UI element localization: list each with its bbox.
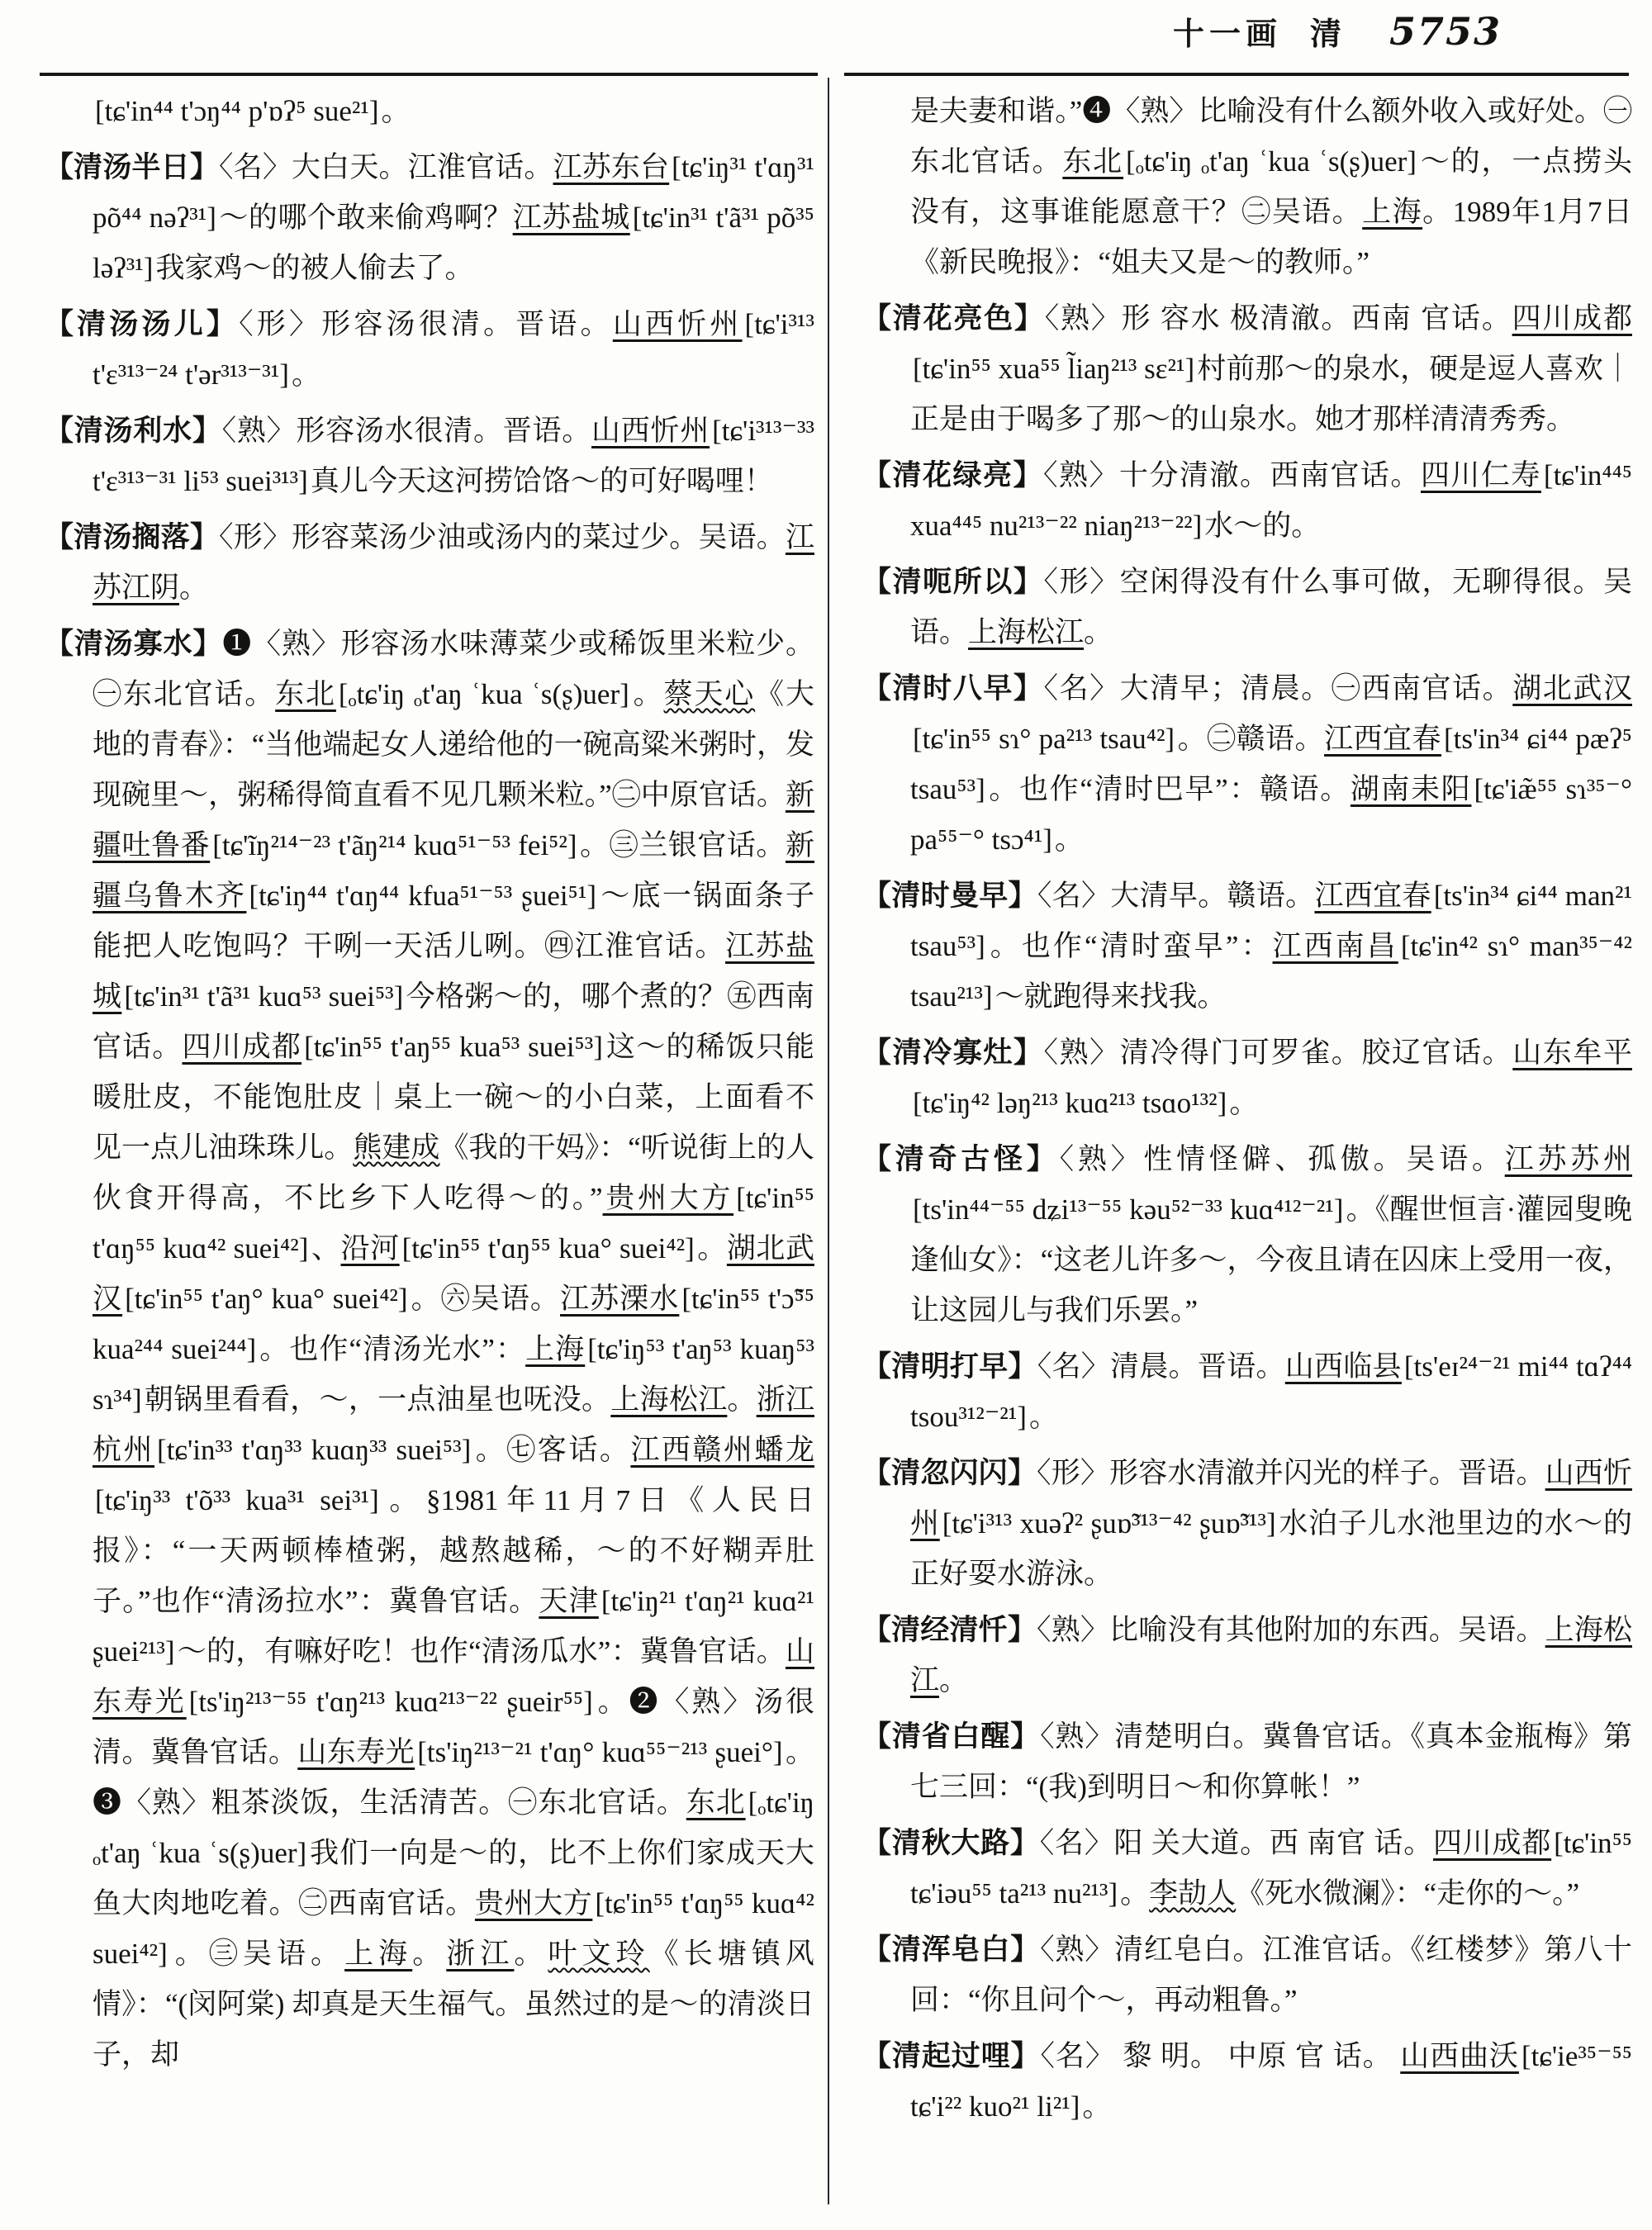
text-run: 〈名〉大白天。江淮官话。 [219, 151, 553, 183]
place-name: 上海 [525, 1333, 586, 1365]
text-run: 今格粥～的，哪个煮的？㊄西南官话。 [93, 980, 814, 1063]
ipa-transcription: [tɕ'in³³ t'ɑŋ³³ kuɑŋ³³ suei⁵³] [157, 1434, 472, 1466]
continuation-paragraph [862, 86, 1632, 287]
text-run: 这～的稀饭只能暖肚皮，不能饱肚皮｜桌上一碗～的小白菜，上面看不见一点儿油珠珠儿。 [93, 1031, 814, 1164]
text-run: 。 [1028, 1401, 1058, 1433]
ipa-transcription: [tɕ'iŋ⁴² ləŋ²¹³ kuɑ²¹³ tsɑo¹³²] [913, 1087, 1227, 1119]
page-header [1173, 7, 1502, 60]
dictionary-entry [862, 663, 1632, 865]
place-name: 山西忻州 [910, 1457, 1632, 1540]
place-name: 上海 [344, 1938, 413, 1970]
entry-headword: 【清汤半日】 [45, 151, 219, 183]
entry-headword: 【清汤汤儿】 [45, 308, 240, 340]
entry-headword: 【清汤利水】 [45, 415, 222, 447]
dictionary-entry [862, 2031, 1632, 2132]
text-run: 〈名〉清晨。晋语。 [1037, 1350, 1285, 1383]
entry-headword: 【清时曼早】 [862, 880, 1037, 912]
entry-headword: 【清呃所以】 [862, 566, 1044, 598]
text-run: 。㊅吴语。 [410, 1283, 561, 1315]
header-rule-left [40, 73, 818, 76]
text-run: 〈熟〉比喻没有其他附加的东西。吴语。 [1037, 1614, 1545, 1646]
place-name: 湖北武汉 [93, 1232, 814, 1315]
place-name: 上海 [1362, 196, 1423, 228]
header-rule-right [844, 73, 1629, 76]
place-name: 江西南昌 [1272, 930, 1398, 962]
ipa-transcription: [ts'eɪ²⁴⁻²¹ mi⁴⁴ tɑʔ⁴⁴ tsou³¹²⁻²¹] [910, 1350, 1632, 1433]
place-name: 山西曲沃 [1400, 2040, 1519, 2072]
text-run: 我们一向是～的，比不上你们家成天大鱼大肉地吃着。㊁西南官话。 [93, 1837, 814, 1919]
text-run: ～底一锅面条子能把人吃饱吗？干咧一天活儿咧。㊃江淮官话。 [93, 880, 814, 962]
section-character: 清 [1309, 17, 1341, 52]
ipa-transcription: [tɕ'in⁴⁴⁵ xua⁴⁴⁵ nu²¹³⁻²² niaŋ²¹³⁻²²] [910, 459, 1632, 542]
text-run: 〈熟〉形 容水 极清澈。西南 官话。 [1044, 302, 1512, 334]
ipa-transcription: [tɕ'iæ̃⁵⁵ sɿ³⁵⁻° pa⁵⁵⁻° tsɔ⁴¹] [910, 773, 1632, 856]
ipa-transcription: [tɕ'in⁵⁵ sɿ° pa²¹³ tsau⁴²] [913, 723, 1175, 755]
text-run: 〈熟〉性情怪僻、孤傲。吴语。 [1059, 1143, 1505, 1175]
ipa-transcription: [tɕ'in⁴² sɿ° man³⁵⁻⁴² tsau²¹³] [910, 930, 1632, 1013]
author-name: 叶文玲 [548, 1938, 650, 1970]
ipa-transcription: [tɕ'i³¹³ xuəʔ² ʂuɒ̃³¹³⁻⁴² ʂuɒ̃³¹³] [942, 1507, 1276, 1540]
text-run: 水泊子儿水池里边的水～的正好耍水游泳。 [910, 1507, 1632, 1590]
right-column [862, 86, 1632, 2132]
entry-headword: 【清省白醒】 [862, 1720, 1041, 1753]
text-run: 。㊆客话。 [473, 1434, 631, 1466]
text-run: 〈熟〉清冷得门可罗雀。胶辽官话。 [1043, 1037, 1513, 1069]
dictionary-entry [862, 557, 1632, 657]
place-name: 四川成都 [1432, 1827, 1552, 1859]
place-name: 江苏苏州 [1504, 1143, 1632, 1175]
text-run: ～的，一点捞头没有，这事谁能愿意干？㊁吴语。 [910, 145, 1632, 228]
ipa-transcription: [tɕ'in⁵⁵ tɕ'iəu⁵⁵ ta²¹³ nu²¹³] [910, 1827, 1632, 1910]
place-name: 江西宜春 [1324, 723, 1442, 755]
dictionary-entry [862, 1341, 1632, 1442]
dictionary-entry [862, 293, 1632, 444]
ipa-transcription: [tɕ'ĩŋ²¹⁴⁻²³ t'ãŋ²¹⁴ kuɑ⁵¹⁻⁵³ fei⁵²] [212, 829, 577, 861]
entry-headword: 【清汤寡水】 [45, 628, 223, 660]
place-name: 沿河 [340, 1232, 400, 1264]
place-name: 湖北武汉 [1512, 672, 1632, 705]
text-run: 〈形〉空闲得没有什么事可做，无聊得很。吴语。 [910, 566, 1632, 648]
stroke-section-label: 十一画 [1172, 17, 1282, 52]
text-run: 水～的。 [1204, 510, 1321, 542]
text-run: 。 [412, 1938, 447, 1970]
text-run: 〈名〉 黎 明。 中原 官 话。 [1040, 2040, 1401, 2072]
text-run: 《死水微澜》：“走你的～。” [1236, 1877, 1580, 1910]
dictionary-entry [862, 1605, 1632, 1706]
text-run: 真儿今天这河捞饸饹～的可好喝哩！ [310, 465, 773, 497]
ipa-transcription: [tɕ'iŋ⁵³ t'aŋ⁵³ kuaŋ⁵³ sɿ³⁴] [93, 1333, 814, 1416]
text-run: 〈名〉大清早。赣语。 [1037, 880, 1315, 912]
place-name: 浙江杭州 [93, 1383, 814, 1466]
text-run: 。 [727, 1383, 757, 1416]
place-name: 江苏盐城 [93, 930, 814, 1013]
ipa-transcription: [ₒtɕ'iŋ ₒt'aŋ ʿkua ʿs(ʂ)uer] [93, 1786, 814, 1869]
text-run: 。 [1120, 1877, 1150, 1910]
entry-headword: 【清花亮色】 [862, 302, 1045, 334]
dictionary-entry [862, 1448, 1632, 1599]
entry-headword: 【清冷寡灶】 [862, 1037, 1044, 1069]
ipa-transcription: [ts'in⁴⁴⁻⁵⁵ dʑi¹³⁻⁵⁵ kəu⁵²⁻³³ kuɑ⁴¹²⁻²¹] [913, 1193, 1344, 1226]
text-run: 。❷〈熟〉汤很清。冀鲁官话。 [93, 1686, 814, 1768]
place-name: 山西忻州 [591, 415, 710, 447]
ipa-transcription: [tɕ'iŋ³¹ t'ɑŋ³¹ põ⁴⁴ nəʔ³¹] [93, 151, 814, 234]
place-name: 江苏东台 [553, 151, 670, 183]
text-run: 。❸〈熟〉粗茶淡饭，生活清苦。㊀东北官话。 [93, 1736, 814, 1819]
ipa-transcription: [tɕ'in³¹ t'ã³¹ kuɑ⁵³ suei⁵³] [124, 980, 404, 1013]
ipa-transcription: [tɕ'iŋ²¹ t'ɑŋ²¹ kuɑ²¹ ʂuei²¹³] [93, 1585, 814, 1668]
ipa-transcription: [tɕ'iŋ⁴⁴ t'ɑŋ⁴⁴ kfua⁵¹⁻⁵³ ʂuei⁵¹] [249, 880, 597, 912]
dictionary-entry [862, 1711, 1632, 1812]
dictionary-entry [862, 1134, 1632, 1336]
text-run: 〈形〉形容菜汤少油或汤内的菜过少。吴语。 [219, 521, 786, 553]
ipa-transcription: [tɕ'in⁴⁴ t'ɔŋ⁴⁴ p'ɒʔ⁵ sue²¹] [95, 95, 379, 127]
ipa-transcription: [tɕ'in⁵⁵ xua⁵⁵ l̃iaŋ²¹³ sɛ²¹] [913, 353, 1195, 385]
entry-headword: 【清浑皂白】 [862, 1933, 1041, 1966]
text-run: 《大地的青春》：“当他端起女人递给他的一碗高粱米粥时，发现碗里～，粥稀得简直看不见几颗米粒。”㊁中原官话。 [93, 678, 814, 811]
text-run: ～的哪个敢来偷鸡啊？ [218, 202, 513, 234]
place-name: 山西忻州 [612, 308, 743, 340]
dictionary-entry [45, 512, 814, 613]
place-name: 四川仁寿 [1420, 459, 1541, 491]
place-name: 东北 [1062, 145, 1124, 178]
place-name: 新疆乌鲁木齐 [93, 829, 814, 912]
author-name: 蔡天心 [663, 678, 756, 710]
text-run: 村前那～的泉水，硬是逗人喜欢｜正是由于喝多了那～的山泉水。她才那样清清秀秀。 [910, 353, 1632, 435]
text-run: 。 [1082, 2090, 1112, 2123]
text-run: 《我的干妈》：“听说街上的人伙食开得高，不比乡下人吃得～的。” [93, 1132, 814, 1214]
place-name: 东北 [686, 1786, 746, 1819]
entry-headword: 【清汤搁落】 [45, 521, 220, 553]
author-name: 熊建成 [353, 1132, 440, 1164]
ipa-transcription: [tɕ'in⁵⁵ t'aŋ° kua° suei⁴²] [125, 1283, 408, 1315]
dictionary-entry [45, 299, 814, 400]
text-run: 。 [696, 1232, 727, 1264]
entry-headword: 【清经清忏】 [862, 1614, 1037, 1646]
place-name: 江苏盐城 [512, 202, 630, 234]
ipa-transcription: [tɕ'in⁵⁵ t'ɑŋ⁵⁵ kua° suei⁴²] [401, 1232, 695, 1264]
text-run: ～的，有嘛好吃！也作“清汤瓜水”：冀鲁官话。 [177, 1635, 786, 1668]
text-run: 是夫妻和谐。”❹〈熟〉比喻没有什么额外收入或好处。㊀东北官话。 [910, 95, 1632, 178]
text-run: 。 [291, 358, 320, 391]
ipa-transcription: [tɕ'in⁵⁵ t'ɔ̃⁵⁵ kua²⁴⁴ suei²⁴⁴] [93, 1283, 814, 1365]
entry-headword: 【清花绿亮】 [862, 459, 1043, 491]
dictionary-entry [45, 142, 814, 293]
place-name: 浙江 [446, 1938, 515, 1970]
place-name: 上海松江 [910, 1614, 1632, 1696]
ipa-transcription: [ts'iŋ²¹³⁻⁵⁵ t'ɑŋ²¹³ kuɑ²¹³⁻²² ʂueir⁵⁵] [188, 1686, 593, 1718]
author-name: 李劼人 [1149, 1877, 1237, 1910]
ipa-transcription: [ts'in³⁴ ɕi⁴⁴ pæʔ⁵ tsau⁵³] [910, 723, 1632, 805]
text-run: 〈熟〉形容汤水很清。晋语。 [221, 415, 592, 447]
place-name: 上海松江 [968, 616, 1085, 648]
ipa-transcription: [tɕ'i³¹³⁻³³ t'ɛ³¹³⁻³¹ li⁵³ suei³¹³] [93, 415, 814, 497]
dictionary-entry [862, 1027, 1632, 1128]
text-run: 〈形〉形容汤很清。晋语。 [239, 308, 613, 340]
place-name: 江西宜春 [1314, 880, 1431, 912]
text-run: 。§1981年11月7日《人民日报》：“一天两顿棒楂粥，越熬越稀，～的不好糊弄肚子。”也作“清汤拉水”：冀鲁官话。 [93, 1484, 814, 1617]
place-name: 四川成都 [1512, 302, 1632, 334]
ipa-transcription: [ts'in³⁴ ɕi⁴⁴ man²¹ tsau⁵³] [910, 880, 1632, 962]
place-name: 山东寿光 [93, 1635, 814, 1718]
text-run: 。 [1054, 823, 1084, 856]
text-run: 。 [631, 678, 664, 710]
text-run: 。 [179, 572, 209, 604]
place-name: 上海松江 [610, 1383, 728, 1416]
text-run: 。㊂吴语。 [169, 1938, 345, 1970]
continuation-paragraph [45, 86, 814, 136]
text-run: 〈熟〉十分清澈。西南官话。 [1042, 459, 1421, 491]
text-run: 。 [939, 1664, 969, 1696]
entry-headword: 【清时八早】 [862, 672, 1044, 705]
place-name: 山东牟平 [1512, 1037, 1632, 1069]
ipa-transcription: [tɕ'in⁵⁵ t'ɑŋ⁵⁵ kuɑ⁴² suei⁴²] [93, 1182, 814, 1264]
place-name: 山东寿光 [297, 1736, 415, 1768]
place-name: 江西赣州蟠龙 [630, 1434, 814, 1466]
ipa-transcription: [tɕ'in³¹ t'ã³¹ põ³⁵ ləʔ³¹] [93, 202, 814, 284]
place-name: 江苏江阴 [93, 521, 814, 604]
text-run: 。 [381, 95, 411, 127]
ipa-transcription: [tɕ'iŋ³³ t'õ³³ kua³¹ sei³¹] [95, 1484, 379, 1516]
ipa-transcription: [tɕ'ie³⁵⁻⁵⁵ tɕ'i²² kuo²¹ li²¹] [910, 2040, 1632, 2123]
text-run: ～就跑得来找我。 [995, 980, 1227, 1013]
text-run: 。也作“清汤光水”： [259, 1333, 526, 1365]
left-column [45, 86, 814, 2080]
entry-headword: 【清奇古怪】 [862, 1143, 1060, 1175]
place-name: 江苏溧水 [560, 1283, 680, 1315]
text-run: 。 [514, 1938, 548, 1970]
ipa-transcription: [tɕ'in⁵⁵ t'ɑŋ⁵⁵ kuɑ⁴² suei⁴²] [93, 1887, 814, 1970]
text-run: 。也作“清时巴早”：赣语。 [987, 773, 1351, 805]
text-run: 。也作“清时蛮早”： [987, 930, 1273, 962]
place-name: 山西临县 [1284, 1350, 1402, 1383]
entry-headword: 【清明打早】 [862, 1350, 1037, 1383]
place-name: 湖南耒阳 [1350, 773, 1472, 805]
place-name: 贵州大方 [602, 1182, 734, 1214]
text-run: 。㊁赣语。 [1177, 723, 1325, 755]
dictionary-entry [862, 450, 1632, 551]
dictionary-entry [45, 619, 814, 2080]
text-run: 〈名〉阳 关大道。西 南官 话。 [1039, 1827, 1433, 1859]
text-run: 。㊂兰银官话。 [579, 829, 786, 861]
place-name: 东北 [275, 678, 336, 710]
text-run: 〈名〉大清早；清晨。㊀西南官话。 [1043, 672, 1513, 705]
ipa-transcription: [tɕ'in⁵⁵ t'aŋ⁵⁵ kua⁵³ suei⁵³] [304, 1031, 603, 1063]
entry-headword: 【清起过哩】 [862, 2040, 1041, 2072]
text-run: 。《醒世恒言·灌园叟晚逢仙女》：“这老儿许多～，今夜且请在囚床上受用一夜，让这园儿与我们乐罢。” [910, 1193, 1633, 1326]
text-run: 。 [1229, 1087, 1259, 1119]
entry-headword: 【清忽闪闪】 [862, 1457, 1037, 1489]
text-run: ❶〈熟〉形容汤水味薄菜少或稀饭里米粒少。㊀东北官话。 [93, 628, 814, 710]
text-run: 〈熟〉清红皂白。江淮官话。《红楼梦》第八十回：“你且问个～，再动粗鲁。” [910, 1933, 1632, 2016]
dictionary-entry [862, 1818, 1632, 1919]
entry-headword: 【清秋大路】 [862, 1827, 1040, 1859]
text-run: 。1989年1月7日《新民晚报》：“姐夫又是～的教师。” [910, 196, 1632, 278]
text-run: 、 [311, 1232, 341, 1264]
text-run: 我家鸡～的被人偷去了。 [155, 252, 474, 284]
page-number: 5753 [1389, 9, 1502, 54]
ipa-transcription: [ₒtɕ'iŋ ₒt'aŋ ʿkua ʿs(ʂ)uer] [1126, 145, 1417, 178]
dictionary-entry [862, 1924, 1632, 2025]
column-divider [828, 78, 829, 2204]
text-run: 《长塘镇风情》：“(闵阿棠) 却真是天生福气。虽然过的是～的清淡日子，却 [93, 1938, 814, 2071]
ipa-transcription: [ₒtɕ'iŋ ₒt'aŋ ʿkua ʿs(ʂ)uer] [338, 678, 629, 710]
text-run: 。 [1084, 616, 1113, 648]
text-run: 朝锅里看看，～，一点油星也呒没。 [144, 1383, 611, 1416]
dictionary-entry [862, 871, 1632, 1022]
place-name: 天津 [539, 1585, 599, 1617]
text-run: 〈熟〉清楚明白。冀鲁官话。《真本金瓶梅》第七三回：“(我)到明日～和你算帐！” [910, 1720, 1632, 1803]
place-name: 贵州大方 [474, 1887, 593, 1919]
ipa-transcription: [ts'iŋ²¹³⁻²¹ t'ɑŋ° kuɑ⁵⁵⁻²¹³ ʂuei°] [417, 1736, 783, 1768]
text-run: 〈形〉形容水清澈并闪光的样子。晋语。 [1037, 1457, 1545, 1489]
place-name: 四川成都 [182, 1031, 302, 1063]
ipa-transcription: [tɕ'i³¹³ t'ɛ³¹³⁻²⁴ t'ər³¹³⁻³¹] [93, 308, 814, 391]
dictionary-entry [45, 406, 814, 506]
place-name: 新疆吐鲁番 [93, 779, 814, 861]
